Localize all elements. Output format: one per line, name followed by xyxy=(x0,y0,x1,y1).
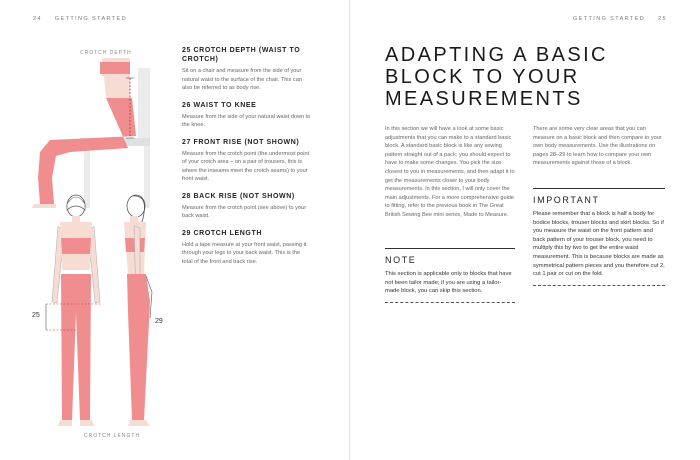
important-heading: IMPORTANT xyxy=(533,195,600,205)
left-running-head-text: GETTING STARTED xyxy=(54,16,127,22)
crotch-length-caption: CROTCH LENGTH xyxy=(84,433,141,439)
note-heading: NOTE xyxy=(385,255,417,265)
side-figure xyxy=(124,195,152,426)
measurement-label-29: 29 xyxy=(155,318,163,325)
measurement-heading: 26 WAIST TO KNEE xyxy=(182,101,257,109)
article-column-2: There are some very clear areas that you can measure on a basic block and then compare to your own body measurements. Use the illustrations on pages 28–29 to learn how to compare your own measurements against those of a block. xyxy=(533,126,662,167)
measurement-heading: 25 CROTCH DEPTH (WAIST TO CROTCH) xyxy=(182,47,301,63)
measurement-item xyxy=(182,138,312,184)
sports-top xyxy=(100,62,130,74)
measurement-body: Measure from the side of your natural waist down to the knee. xyxy=(182,113,311,128)
important-box xyxy=(533,188,665,286)
front-figure xyxy=(46,195,102,426)
measurement-item xyxy=(182,101,312,130)
left-page-number: 24 xyxy=(33,16,42,22)
right-running-head-text: GETTING STARTED xyxy=(573,16,646,22)
measurement-body: Hold a tape measure at your front waist, passing it through your legs to your back waist. This is the total of the front and back rise. xyxy=(182,241,307,265)
measurement-item xyxy=(182,192,312,221)
measurement-body: Measure from the crotch point (the undermost point of your crotch area – on a pair of trousers, this is where the inseams meet the crotch seams) to your front waist. xyxy=(182,150,310,182)
measurement-item xyxy=(182,46,312,93)
note-body: This section is applicable only to blocks that have not been tailor made; if you are using a tailor-made block, you can skip this section. xyxy=(385,271,512,295)
book-spine xyxy=(349,0,351,460)
article-title: ADAPTING A BASIC BLOCK TO YOUR MEASUREMENTS xyxy=(385,44,608,110)
left-running-head xyxy=(33,16,127,22)
measurement-item xyxy=(182,229,312,267)
seated-figure-illustration xyxy=(30,58,170,208)
right-page-number: 25 xyxy=(658,16,667,22)
measurement-heading: 28 BACK RISE (NOT SHOWN) xyxy=(182,192,295,200)
measurement-heading: 29 CROTCH LENGTH xyxy=(182,229,262,237)
right-running-head xyxy=(573,16,667,22)
standing-figures-illustration xyxy=(24,192,184,430)
measurement-heading: 27 FRONT RISE (NOT SHOWN) xyxy=(182,138,300,146)
note-box xyxy=(385,248,515,303)
article-column-1: In this section we will have a look at some basic adjustments that you can make to a standard basic block. A standard basic block is like any sewing pattern straight out of a pack: you should expect to have to make some changes. You pick the size closest to you in measurements, and then adapt it to get the measurements closer to your body measurements. In this section, I will only cover the main adjustments. For a more comprehensive guide to fitting, refer to the previous book in The Great British Sewing Bee mini series, Made to Measure. xyxy=(385,126,515,218)
crotch-depth-caption: CROTCH DEPTH xyxy=(80,50,132,56)
measurement-body: Sit on a chair and measure from the side of your natural waist to the surface of the chair. This can also be referred to as body rise. xyxy=(182,68,302,91)
midriff-skin xyxy=(104,76,130,98)
important-body: Please remember that a block is half a body for bodice blocks, trouser blocks and skirt blocks. So if you measure the waist on the front pattern and back pattern of your trouser block, you need to multiply this by two to get the entire waist measurement. This is because blocks are made as symmetrical pattern pieces and you therefore cut 2, cut 1 pair or cut on the fold. xyxy=(533,211,665,278)
measurement-body: Measure from the crotch point (see above) to your back waist. xyxy=(182,204,307,219)
measurement-list xyxy=(182,46,312,274)
measurement-label-25: 25 xyxy=(32,312,40,319)
